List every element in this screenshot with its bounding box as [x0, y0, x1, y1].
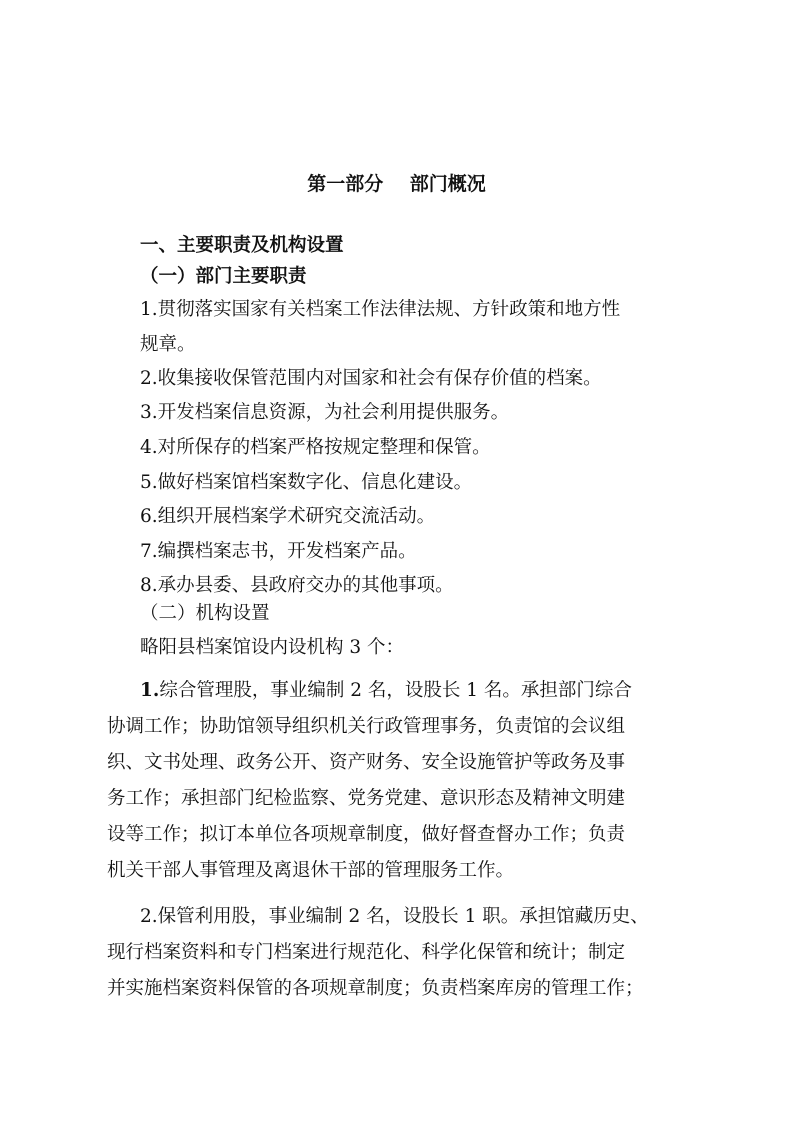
page-title: 第一部分 部门概况	[307, 173, 486, 195]
unit1-line: 机关干部人事管理及离退休干部的管理服务工作。	[107, 860, 515, 881]
duty-item: 6.组织开展档案学术研究交流活动。	[140, 506, 436, 527]
unit1-first-line	[140, 677, 632, 705]
unit2-line: 并实施档案资料保管的各项规章制度；负责档案库房的管理工作；	[107, 978, 644, 999]
duty-item: 5.做好档案馆档案数字化、信息化建设。	[140, 472, 473, 493]
duty-item: 7.编撰档案志书，开发档案产品。	[140, 541, 417, 562]
duty-item: 1.贯彻落实国家有关档案工作法律法规、方针政策和地方性	[140, 299, 621, 320]
unit1-line: 协调工作；协助馆领导组织机关行政管理事务，负责馆的会议组	[107, 716, 626, 737]
unit2-line: 2.保管利用股，事业编制 2 名，设股长 1 职。承担馆藏历史、	[140, 906, 649, 927]
unit1-line: 务工作；承担部门纪检监察、党务党建、意识形态及精神文明建	[107, 788, 626, 809]
duty-item: 2.收集接收保管范围内对国家和社会有保存价值的档案。	[140, 368, 602, 389]
duty-item: 4.对所保存的档案严格按规定整理和保管。	[140, 437, 491, 458]
subsection-heading-org: （二）机构设置	[140, 603, 270, 624]
subsection-heading-duties: （一）部门主要职责	[140, 266, 307, 287]
unit1-text: 综合管理股，事业编制 2 名，设股长 1 名。承担部门综合	[159, 680, 632, 701]
unit1-line: 织、文书处理、政务公开、资产财务、安全设施管护等政务及事	[107, 752, 626, 773]
duty-item: 8.承办县委、县政府交办的其他事项。	[140, 575, 454, 596]
duty-item: 3.开发档案信息资源，为社会利用提供服务。	[140, 402, 510, 423]
unit1-line: 设等工作；拟订本单位各项规章制度，做好督查督办工作；负责	[107, 824, 626, 845]
unit2-line: 现行档案资料和专门档案进行规范化、科学化保管和统计；制定	[107, 942, 626, 963]
section-heading: 一、主要职责及机构设置	[140, 235, 344, 256]
duty-item-continuation: 规章。	[140, 334, 196, 355]
org-intro: 略阳县档案馆设内设机构 3 个：	[140, 637, 405, 658]
unit1-number: 1.	[140, 680, 160, 701]
